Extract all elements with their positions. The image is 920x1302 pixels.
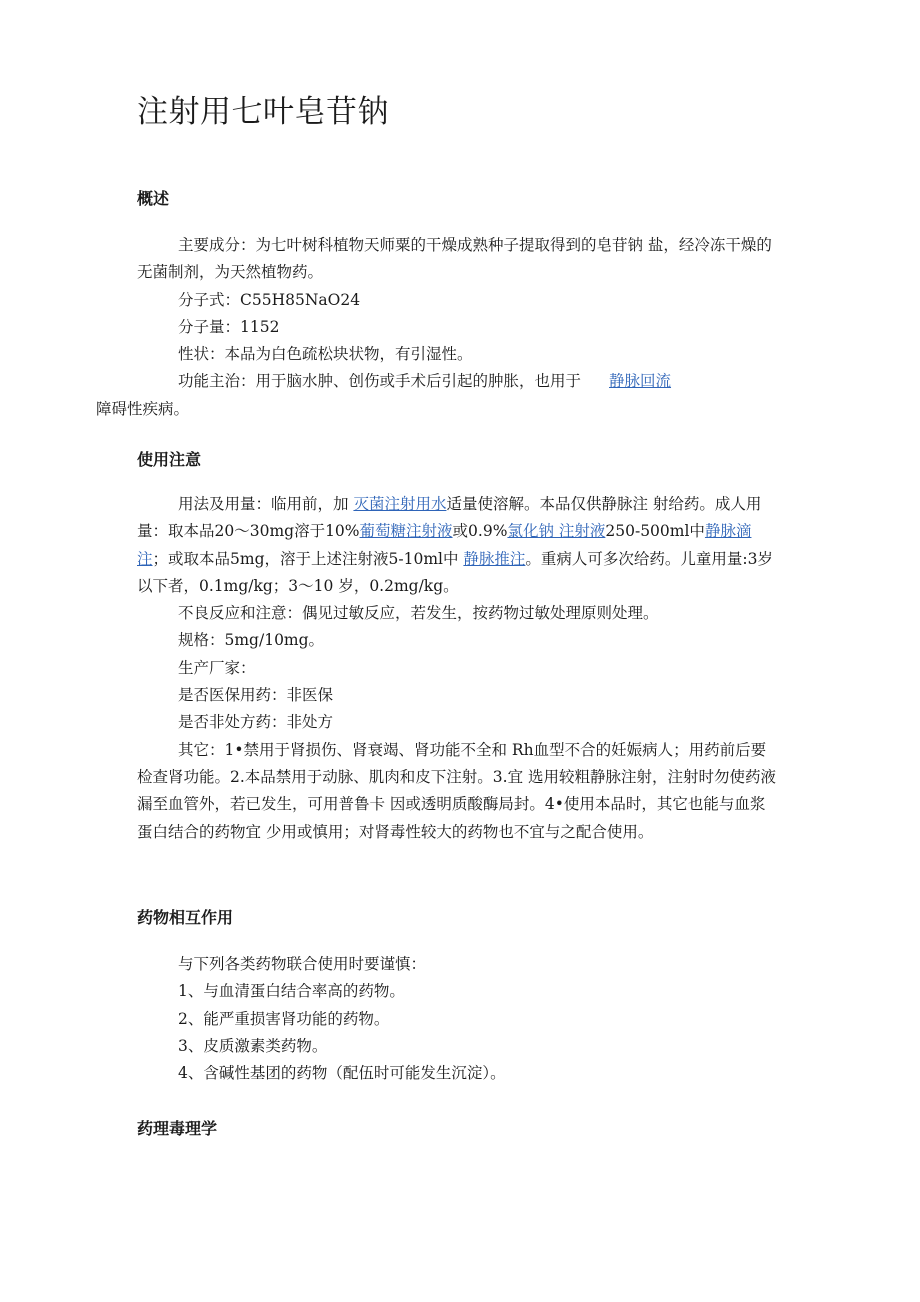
page-title: 注射用七叶皂苷钠 [137, 94, 389, 130]
weight-paragraph: 分子量：1152 [178, 317, 280, 336]
dosage-text: ；或取本品5mg，溶于上述注射液5-10ml中 [152, 549, 464, 568]
list-item: 1、与血清蛋白结合率高的药物。 [178, 982, 405, 1001]
dosage-text: 或0.9% [452, 522, 508, 541]
dosage-text: 。重病人可多次给药。儿童用量:3岁以下者，0.1mg/kg；3～10 岁，0.2mg/kg。 [137, 549, 774, 595]
function-paragraph [96, 368, 777, 423]
adverse-paragraph: 不良反应和注意：偶见过敏反应，若发生，按药物过敏处理原则处理。 [178, 604, 659, 623]
ingredients-paragraph: 主要成分：为七叶树科植物天师粟的干燥成熟种子提取得到的皂苷钠 盐，经冷冻干燥的无菌制剂，为天然植物药。 [137, 236, 772, 282]
list-item: 3、皮质激素类药物。 [178, 1036, 328, 1055]
interaction-body [137, 951, 777, 1087]
link-vein-return[interactable]: 静脉回流 [609, 372, 672, 391]
section-heading-usage: 使用注意 [137, 450, 202, 469]
formula-paragraph: 分子式：C55H85NaO24 [178, 290, 361, 309]
function-text: 功能主治：用于脑水肿、创伤或手术后引起的肿胀，也用于 [178, 372, 582, 391]
link-sodium-chloride-injection[interactable]: 氯化钠 注射液 [507, 522, 606, 541]
dosage-text: 用法及用量：临用前，加 [178, 495, 354, 513]
other-paragraph: 其它：1•禁用于肾损伤、肾衰竭、肾功能不全和 Rh血型不合的妊娠病人；用药前后要检查肾功能。2.本品禁用于动脉、肌肉和皮下注射。3.宜 选用较粗静脉注射，注射时勿使药液漏至血管外，若已发生，可用普鲁卡 因或透明质酸酶局封。4•使用本品时，其它也能与血浆蛋白结合的药物宜 少用或慎用；对肾毒性较大的药物也不宜与之配合使用。 [137, 740, 777, 841]
list-item: 2、能严重损害肾功能的药物。 [178, 1009, 390, 1028]
link-iv-drip[interactable]: 静脉滴注 [137, 522, 752, 568]
function-text-end: 障碍性疾病。 [96, 399, 190, 418]
section-heading-pharmacology: 药理毒理学 [137, 1119, 218, 1138]
dosage-text: 适量使溶解。本品仅供静脉注 射给药。成人用量：取本品20～30mg溶于10% [137, 495, 762, 541]
insurance-paragraph: 是否医保用药：非医保 [178, 686, 334, 705]
section-heading-interaction: 药物相互作用 [137, 908, 234, 927]
link-sterile-water[interactable]: 灭菌注射用水 [353, 495, 447, 513]
dosage-text: 250-500ml中 [605, 522, 705, 541]
spec-paragraph: 规格：5mg/10mg。 [178, 631, 325, 650]
list-item: 4、含碱性基团的药物（配伍时可能发生沉淀）。 [178, 1064, 506, 1083]
dosage-paragraph [137, 491, 777, 600]
link-glucose-injection[interactable]: 葡萄糖注射液 [359, 522, 453, 541]
section-heading-overview: 概述 [137, 189, 170, 208]
manufacturer-paragraph: 生产厂家： [178, 658, 256, 677]
character-paragraph: 性状：本品为白色疏松块状物，有引湿性。 [178, 345, 473, 364]
overview-body [96, 232, 777, 423]
link-iv-push[interactable]: 静脉推注 [463, 549, 526, 568]
usage-body [137, 491, 777, 846]
interaction-intro: 与下列各类药物联合使用时要谨慎： [178, 955, 427, 973]
otc-paragraph: 是否非处方药：非处方 [178, 713, 334, 732]
